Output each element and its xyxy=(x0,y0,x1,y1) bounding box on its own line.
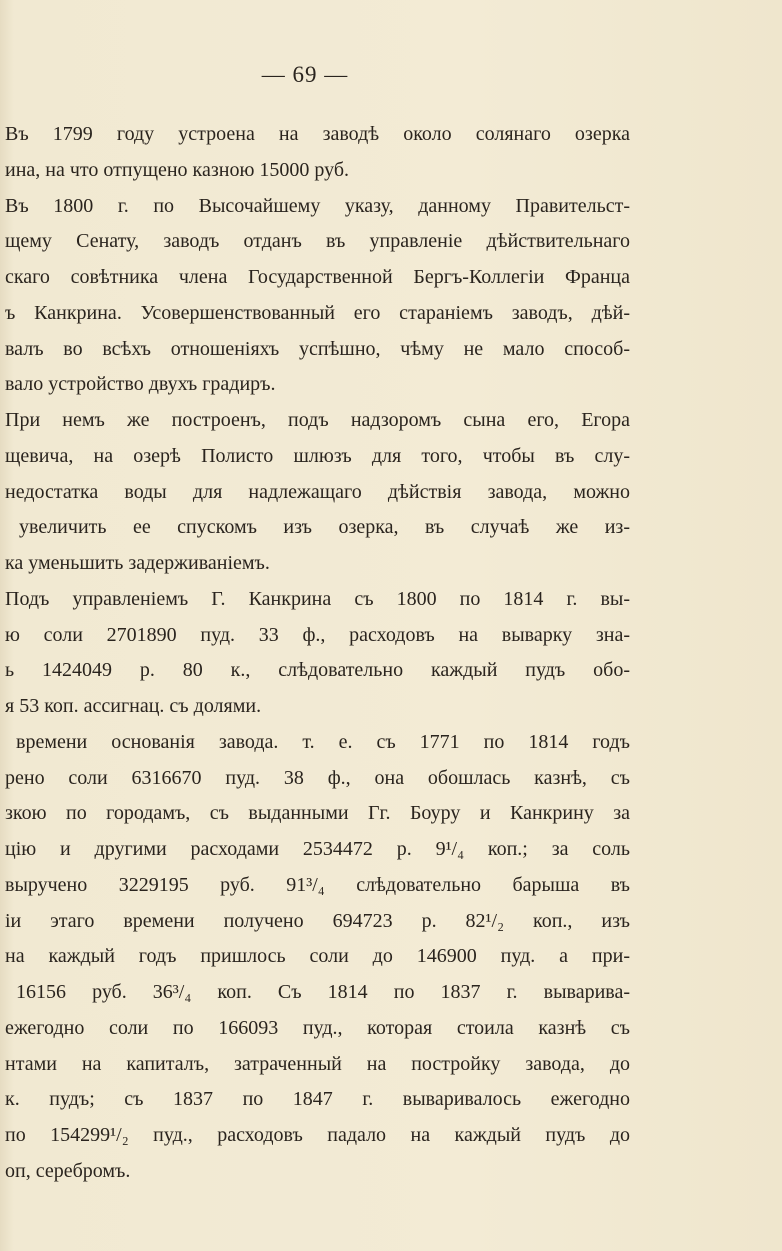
text-line: на каждый годъ пришлось соли до 146900 пуд. а при- xyxy=(5,945,630,968)
text-line: ка уменьшить задерживаніемъ. xyxy=(5,552,270,574)
text-line: ина, на что отпущено казною 15000 руб. xyxy=(5,158,350,181)
page-number: — 69 — xyxy=(261,62,349,87)
text-line: ь 1424049 р. 80 к., слѣдовательно каждый пудъ обо- xyxy=(5,659,630,682)
text-line: валъ во всѣхъ отношеніяхъ успѣшно, чѣму не мало способ- xyxy=(5,337,630,360)
text-line: іи этаго времени получено 694723 р. 82¹/₂ коп., изъ xyxy=(5,909,630,932)
text-line: времени основанія завода. т. е. съ 1771 по 1814 годъ xyxy=(16,730,630,753)
text-line: недостатка воды для надлежащаго дѣйствія завода, можно xyxy=(5,480,630,503)
text-line: скаго совѣтника члена Государственной Бергъ-Коллегіи Франца xyxy=(5,266,630,288)
text-line: к. пудъ; съ 1837 по 1847 г. вываривалось ежегодно xyxy=(5,1088,630,1111)
text-line: Въ 1800 г. по Высочайшему указу, данному Правительст- xyxy=(5,194,630,217)
text-line: Въ 1799 году устроена на заводѣ около солянаго озерка xyxy=(5,123,630,145)
text-line: ежегодно соли по 166093 пуд., которая стоила казнѣ съ xyxy=(5,1016,630,1039)
text-line: оп, серебромъ. xyxy=(5,1159,131,1182)
text-line: цію и другими расходами 2534472 р. 9¹/₄ коп.; за соль xyxy=(5,838,630,860)
text-line: При немъ же построенъ, подъ надзоромъ сына его, Егора xyxy=(5,409,630,431)
text-line: вало устройство двухъ градиръ. xyxy=(5,373,276,396)
text-line: увеличить ее спускомъ изъ озерка, въ случаѣ же из- xyxy=(19,516,630,539)
text-line: щему Сенату, заводъ отданъ въ управленіе дѣйствительнаго xyxy=(5,230,630,253)
text-line: Подъ управленіемъ Г. Канкрина съ 1800 по 1814 г. вы- xyxy=(5,587,630,610)
text-line: я 53 коп. ассигнац. съ долями. xyxy=(5,695,262,717)
text-line: зкою по городамъ, съ выданными Гг. Боуру и Канкрину за xyxy=(5,802,630,825)
text-line: нтами на капиталъ, затраченный на постройку завода, до xyxy=(5,1052,630,1075)
body-text xyxy=(5,117,630,1190)
text-line: ъ Канкрина. Усовершенствованный его стараніемъ заводъ, дѣй- xyxy=(5,301,630,324)
text-line: щевича, на озерѣ Полисто шлюзъ для того, чтобы въ слу- xyxy=(5,444,630,467)
text-line: выручено 3229195 руб. 91³/₄ слѣдовательно барыша въ xyxy=(5,873,630,896)
text-line: 16156 руб. 36³/₄ коп. Съ 1814 по 1837 г. выварива- xyxy=(16,981,630,1003)
text-line: ю соли 2701890 пуд. 33 ф., расходовъ на выварку зна- xyxy=(5,623,630,646)
text-line: рено соли 6316670 пуд. 38 ф., она обошлась казнѣ, съ xyxy=(5,766,630,789)
text-line: по 154299¹/₂ пуд., расходовъ падало на каждый пудъ до xyxy=(5,1124,630,1146)
